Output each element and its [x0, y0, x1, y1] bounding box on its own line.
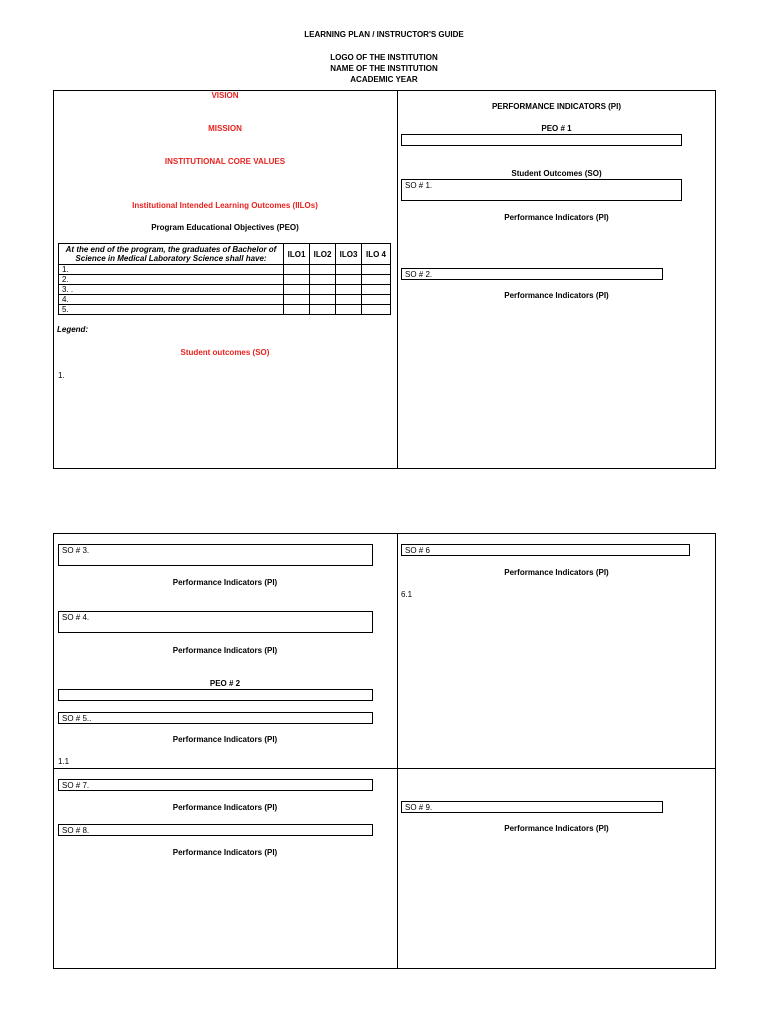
- so4-label: SO # 4.: [62, 613, 90, 622]
- table-cell[interactable]: [362, 265, 391, 275]
- pi6-heading: Performance Indicators (PI): [504, 568, 609, 577]
- first-page-divider: [397, 90, 398, 469]
- second-page-divider: [397, 533, 398, 969]
- row-label: 5.: [59, 305, 284, 315]
- peo2-heading: PEO # 2: [209, 679, 241, 688]
- table-cell[interactable]: [310, 265, 336, 275]
- table-cell[interactable]: [362, 295, 391, 305]
- table-row: [59, 285, 391, 295]
- pi3-heading: Performance Indicators (PI): [172, 578, 278, 587]
- table-cell[interactable]: [310, 305, 336, 315]
- table-cell[interactable]: [336, 265, 362, 275]
- so6-label: SO # 6: [405, 546, 430, 555]
- table-row: [59, 275, 391, 285]
- table-cell[interactable]: [362, 305, 391, 315]
- row-label: 3. .: [59, 285, 284, 295]
- pi-main-heading: PERFORMANCE INDICATORS (PI): [491, 102, 622, 111]
- table-cell[interactable]: [284, 295, 310, 305]
- table-cell[interactable]: [284, 265, 310, 275]
- legend-label: Legend:: [57, 325, 89, 334]
- peo1-input[interactable]: [401, 134, 682, 146]
- core-values-heading: INSTITUTIONAL CORE VALUES: [164, 157, 286, 166]
- peo2-input[interactable]: [58, 689, 373, 701]
- student-outcomes-heading: Student outcomes (SO): [180, 348, 270, 357]
- table-row: [59, 295, 391, 305]
- peo1-heading: PEO # 1: [541, 124, 572, 133]
- so7-label: SO # 7.: [62, 781, 90, 790]
- pi2-heading: Performance Indicators (PI): [504, 291, 609, 300]
- table-cell[interactable]: [284, 275, 310, 285]
- item-1-1: 1.1: [58, 757, 70, 766]
- table-cell[interactable]: [310, 285, 336, 295]
- academic-year: ACADEMIC YEAR: [350, 75, 418, 84]
- pi1-heading: Performance Indicators (PI): [504, 213, 609, 222]
- item-6-1: 6.1: [401, 590, 413, 599]
- so2-label: SO # 2.: [405, 270, 433, 279]
- table-cell[interactable]: [336, 295, 362, 305]
- so-subheading: Student Outcomes (SO): [511, 169, 602, 178]
- so9-label: SO # 9.: [405, 803, 433, 812]
- peo-ilo-table: [58, 243, 391, 315]
- ilo3-header: ILO3: [336, 244, 362, 265]
- table-row: [59, 265, 391, 275]
- institution-logo-label: LOGO OF THE INSTITUTION: [330, 53, 438, 62]
- so8-label: SO # 8.: [62, 826, 90, 835]
- pi5-heading: Performance Indicators (PI): [172, 735, 278, 744]
- pi7-heading: Performance Indicators (PI): [172, 803, 278, 812]
- vision-heading: VISION: [211, 91, 239, 100]
- table-row: [59, 305, 391, 315]
- table-cell[interactable]: [362, 275, 391, 285]
- second-page-row-divider: [53, 768, 716, 769]
- so7-input[interactable]: [58, 779, 373, 791]
- row-label: 4.: [59, 295, 284, 305]
- pi9-heading: Performance Indicators (PI): [504, 824, 609, 833]
- table-cell[interactable]: [310, 275, 336, 285]
- row-label: 1.: [59, 265, 284, 275]
- second-page-frame: [53, 533, 716, 969]
- ilo1-header: ILO1: [284, 244, 310, 265]
- so9-input[interactable]: [401, 801, 663, 813]
- table-cell[interactable]: [362, 285, 391, 295]
- table-header-row: [59, 244, 391, 265]
- so3-input[interactable]: [58, 544, 373, 566]
- table-cell[interactable]: [310, 295, 336, 305]
- mission-heading: MISSION: [208, 124, 242, 133]
- so-item-1: 1.: [58, 371, 65, 380]
- so6-input[interactable]: [401, 544, 690, 556]
- so4-input[interactable]: [58, 611, 373, 633]
- ilo2-header: ILO2: [310, 244, 336, 265]
- table-header-statement: At the end of the program, the graduates of Bachelor of Science in Medical Laboratory Science shall have:: [59, 244, 284, 265]
- table-cell[interactable]: [336, 275, 362, 285]
- row-label: 2.: [59, 275, 284, 285]
- pi4-heading: Performance Indicators (PI): [172, 646, 278, 655]
- institution-name: NAME OF THE INSTITUTION: [330, 64, 438, 73]
- so3-label: SO # 3.: [62, 546, 90, 555]
- peo-heading: Program Educational Objectives (PEO): [151, 223, 299, 232]
- pi8-heading: Performance Indicators (PI): [172, 848, 278, 857]
- so5-label: SO # 5..: [62, 714, 92, 723]
- so1-input[interactable]: [401, 179, 682, 201]
- table-cell[interactable]: [284, 305, 310, 315]
- document-title: LEARNING PLAN / INSTRUCTOR'S GUIDE: [304, 30, 464, 39]
- table-cell[interactable]: [284, 285, 310, 295]
- iilo-heading: Institutional Intended Learning Outcomes (IILOs): [132, 201, 318, 210]
- table-cell[interactable]: [336, 305, 362, 315]
- ilo4-header: ILO 4: [362, 244, 391, 265]
- table-cell[interactable]: [336, 285, 362, 295]
- so8-input[interactable]: [58, 824, 373, 836]
- so2-input[interactable]: [401, 268, 663, 280]
- so1-label: SO # 1.: [405, 181, 433, 190]
- so5-input[interactable]: [58, 712, 373, 724]
